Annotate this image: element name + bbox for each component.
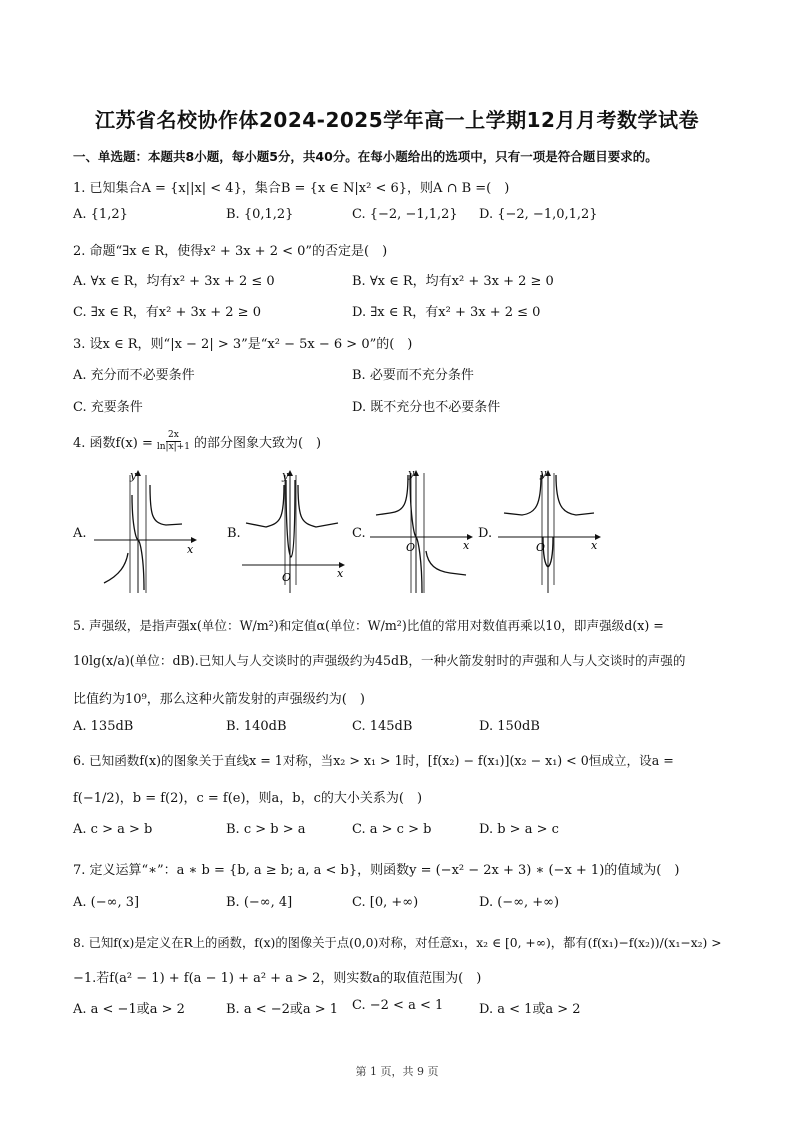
q4-graph-c [368, 465, 478, 595]
q4-fraction [155, 430, 192, 453]
q3-option-a: A. 充分而不必要条件 [73, 368, 195, 383]
question-6-line-1: 6. 已知函数f(x)的图象关于直线x = 1对称，当x₂ > x₁ > 1时，[f(x₂) − f(x₁)](x₂ − x₁) < 0恒成立，设a = [73, 753, 674, 768]
q6-option-d: D. b > a > c [479, 822, 559, 837]
q3-option-b: B. 必要而不充分条件 [352, 368, 474, 383]
graph-a-y-label: y [130, 469, 137, 482]
question-5-line-1: 5. 声强级，是指声强x(单位：W/m²)和定值α(单位：W/m²)比值的常用对数值再乘以10，即声强级d(x) = [73, 618, 664, 633]
q4-fraction-denominator: ln|x|+1 [156, 442, 190, 452]
q2-option-d: D. ∃x ∈ R，有x² + 3x + 2 ≤ 0 [352, 305, 541, 320]
question-6-line-2: f(−1/2)，b = f(2)，c = f(e)，则a，b，c的大小关系为( ) [73, 791, 423, 806]
page-title: 江苏省名校协作体2024-2025学年高一上学期12月月考数学试卷 [95, 108, 699, 132]
question-4-stem [73, 430, 321, 453]
question-8-line-1: 8. 已知f(x)是定义在R上的函数，f(x)的图像关于点(0,0)对称，对任意x₁，x₂ ∈ [0, +∞)，都有(f(x₁)−f(x₂))/(x₁−x₂) > [73, 936, 722, 950]
q4-option-b-label: B. [227, 526, 241, 541]
question-3-stem: 3. 设x ∈ R，则“|x − 2| > 3”是“x² − 5x − 6 > 0”的( ) [73, 337, 413, 352]
question-2-stem: 2. 命题“∃x ∈ R，使得x² + 3x + 2 < 0”的否定是( ) [73, 244, 388, 259]
graph-b-x-label: x [337, 567, 344, 580]
q2-option-c: C. ∃x ∈ R，有x² + 3x + 2 ≥ 0 [73, 305, 261, 320]
q1-option-c: C. {−2, −1,1,2} [352, 207, 458, 222]
q1-option-a: A. {1,2} [73, 207, 128, 222]
question-5-line-3: 比值约为10⁹，那么这种火箭发射的声强级约为( ) [73, 692, 365, 707]
q3-option-d: D. 既不充分也不必要条件 [352, 400, 501, 415]
q7-option-a: A. (−∞, 3] [73, 895, 140, 910]
q4-graph-a [92, 465, 202, 595]
question-8-line-2: −1.若f(a² − 1) + f(a − 1) + a² + a > 2，则实数a的取值范围为( ) [73, 971, 482, 986]
q4-option-d-label: D. [478, 526, 493, 541]
q4-option-a-label: A. [73, 526, 87, 541]
q4-graph-b [240, 465, 350, 595]
q5-option-d: D. 150dB [479, 719, 540, 734]
q8-option-c: C. −2 < a < 1 [352, 998, 444, 1013]
question-5-line-2: 10lg(x/a)(单位：dB).已知人与人交谈时的声强级约为45dB，一种火箭发射时的声强和人与人交谈时的声强的 [73, 653, 686, 668]
q4-stem-prefix: 4. 函数f(x) = [73, 436, 153, 451]
q4-stem-suffix: 的部分图象大致为( ) [193, 436, 322, 451]
graph-b-origin-label: O [282, 571, 292, 584]
q5-option-c: C. 145dB [352, 719, 413, 734]
q7-option-d: D. (−∞, +∞) [479, 895, 560, 910]
question-7-stem: 7. 定义运算“∗”：a ∗ b = {b, a ≥ b; a, a < b}，则函数y = (−x² − 2x + 3) ∗ (−x + 1)的值域为( ) [73, 863, 680, 878]
q4-fraction-numerator: 2x [168, 430, 179, 440]
q8-option-b: B. a < −2或a > 1 [226, 1002, 339, 1017]
graph-d-y-label: y [540, 467, 547, 480]
q2-option-a: A. ∀x ∈ R，均有x² + 3x + 2 ≤ 0 [73, 274, 275, 289]
q6-option-c: C. a > c > b [352, 822, 432, 837]
graph-c-y-label: y [408, 467, 415, 480]
q8-option-a: A. a < −1或a > 2 [73, 1002, 185, 1017]
q4-graph-d [496, 465, 606, 595]
graph-d-x-label: x [591, 539, 598, 552]
q6-option-b: B. c > b > a [226, 822, 306, 837]
page-footer: 第 1 页，共 9 页 [355, 1065, 439, 1078]
graph-b-y-label: y [282, 469, 289, 482]
q7-option-c: C. [0, +∞) [352, 895, 419, 910]
graph-c-origin-label: O [406, 541, 416, 554]
q3-option-c: C. 充要条件 [73, 400, 143, 415]
q4-option-c-label: C. [352, 526, 366, 541]
q8-option-d: D. a < 1或a > 2 [479, 1002, 581, 1017]
section-heading: 一、单选题：本题共8小题，每小题5分，共40分。在每小题给出的选项中，只有一项是符合题目要求的。 [73, 149, 658, 164]
graph-c-x-label: x [463, 539, 470, 552]
q7-option-b: B. (−∞, 4] [226, 895, 293, 910]
q5-option-b: B. 140dB [226, 719, 287, 734]
question-1-stem: 1. 已知集合A = {x||x| < 4}，集合B = {x ∈ N|x² < 6}，则A ∩ B =( ) [73, 181, 510, 196]
q1-option-b: B. {0,1,2} [226, 207, 294, 222]
q6-option-a: A. c > a > b [73, 822, 153, 837]
graph-a-x-label: x [187, 543, 194, 556]
graph-d-origin-label: O [536, 541, 546, 554]
q5-option-a: A. 135dB [73, 719, 134, 734]
q1-option-d: D. {−2, −1,0,1,2} [479, 207, 598, 222]
q2-option-b: B. ∀x ∈ R，均有x² + 3x + 2 ≥ 0 [352, 274, 554, 289]
